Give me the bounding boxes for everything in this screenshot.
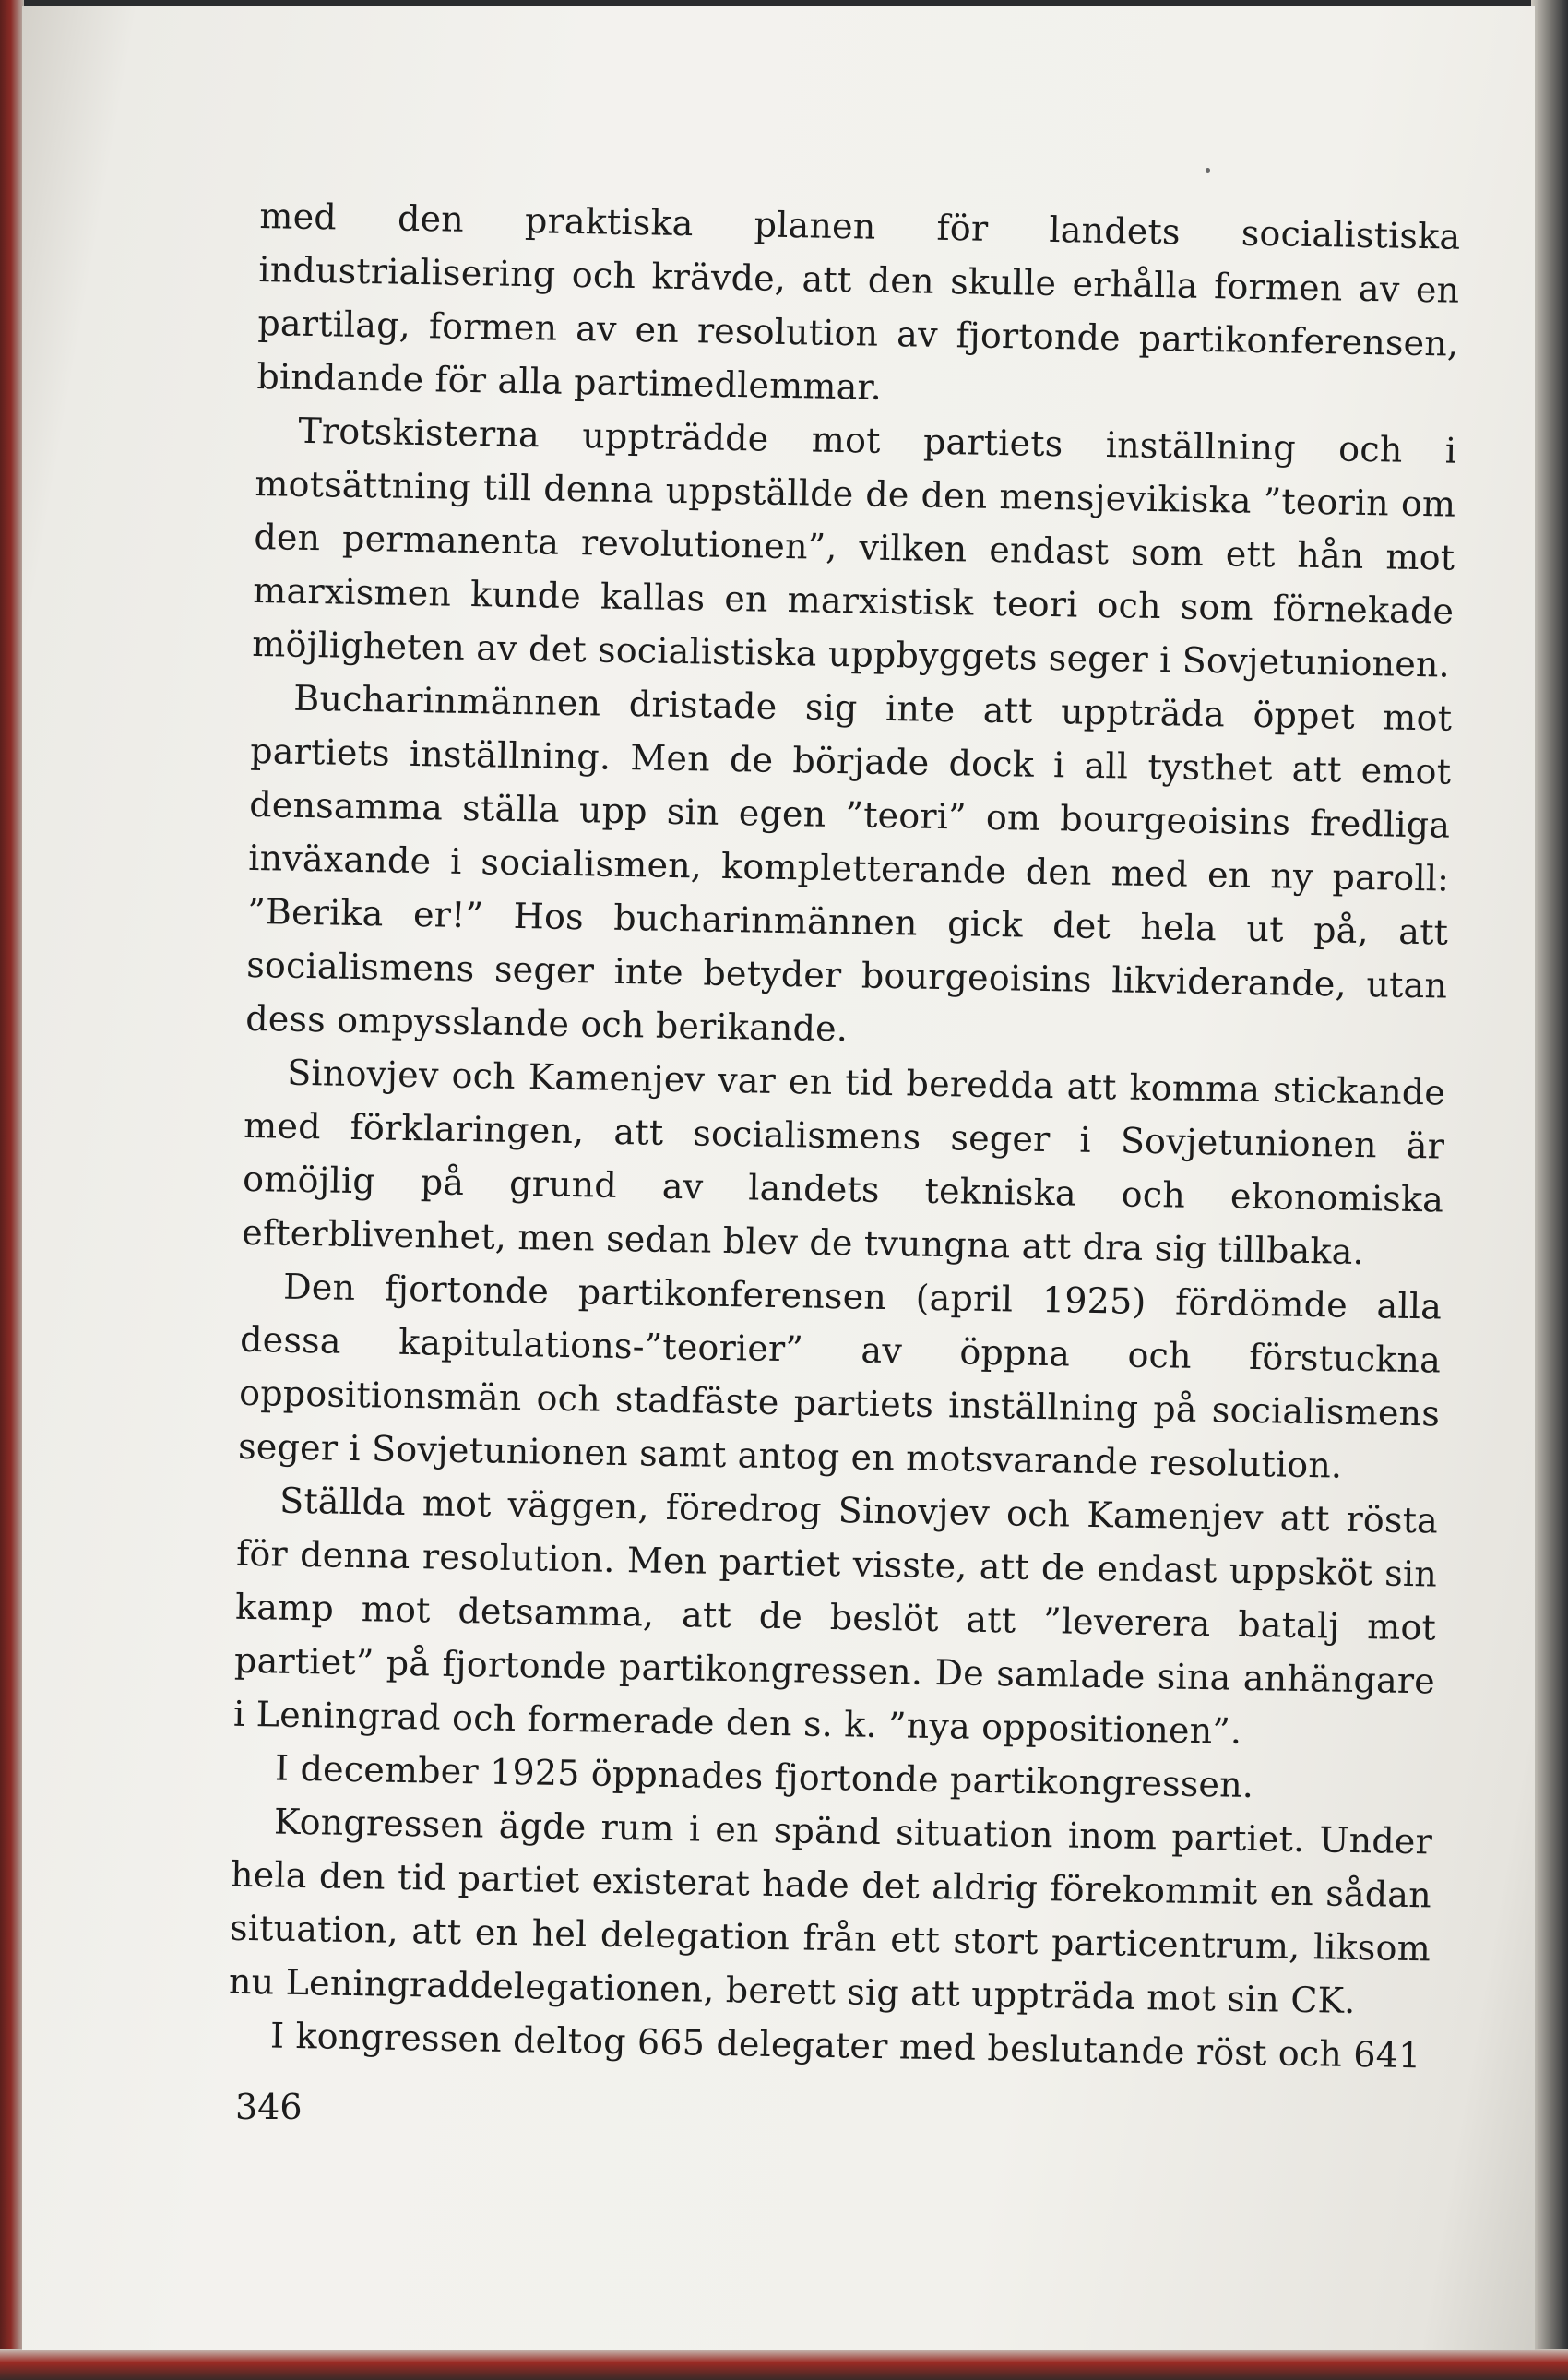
body-text <box>228 189 1461 2082</box>
paragraph: Sinovjev och Kamenjev var en tid beredda att komma stickande med förklaringen, att socialismens seger i Sovjetunionen är omöjlig på grund av landets tekniska och ekonomiska efterblivenhet, men sedan blev de tvungna att dra sig tillbaka. <box>241 1052 1446 1273</box>
paragraph: I december 1925 öppnades fjortonde partikongressen. <box>274 1747 1254 1806</box>
paragraph: med den praktiska planen för landets socialistiska industrialisering och krävde, att den skulle erhålla formen av en partilag, formen av en resolution av fjortonde partikonferensen, bindande för alla partimedlemmar. <box>256 195 1461 408</box>
book-cover-bottom-edge <box>0 2349 1568 2380</box>
page-number: 346 <box>235 2087 303 2127</box>
book-page-right-edge <box>1531 0 1568 2380</box>
paragraph: Trotskisterna uppträdde mot partiets inställning och i motsättning till denna uppställde de den mensjevikiska ”teorin om den permanenta revolutionen”, vilken endast som ett hån mot marxismen kunde kallas en marxistisk teori och som förnekade möjligheten av det socialistiska uppbyggets seger i Sovjetunionen. <box>252 410 1457 685</box>
paper-speck <box>1206 168 1210 173</box>
paragraph: I kongressen deltog 665 delegater med beslutande röst och 641 <box>269 2015 1421 2077</box>
paragraph: Bucharinmännen dristade sig inte att uppträda öppet mot partiets inställning. Men de började dock i all tysthet att emot densamma ställa upp sin egen ”teori” om bourgeoisins fredliga inväxande i socialismen, kompletterande den med en ny paroll: ”Berika er!” Hos bucharinmännen gick det hela ut på, att socialismens seger inte betyder bourgeoisins likviderande, utan dess ompysslande och berikande. <box>244 677 1453 1050</box>
paragraph: Ställda mot väggen, föredrog Sinovjev och Kamenjev att rösta för denna resolution. Men partiet visste, att de endast uppsköt sin kamp mot detsamma, att de beslöt att ”leverera batalj mot partiet” på fjortonde partikongressen. De samlade sina anhängare i Leningrad och formerade den s. k. ”nya oppositionen”. <box>232 1480 1439 1752</box>
paragraph: Den fjortonde partikonferensen (april 1925) fördömde alla dessa kapitulations-”teorier” av öppna och förstuckna oppositionsmän och stadfäste partiets inställning på socialismens seger i Sovjetunionen samt antog en motsvarande resolution. <box>237 1266 1443 1486</box>
paragraph: Kongressen ägde rum i en spänd situation inom partiet. Under hela den tid partiet existerat hade det aldrig förekommit en sådan situation, att en hel delegation från ett stort particentrum, liksom nu Leningraddelegationen, berett sig att uppträda mot sin CK. <box>228 1801 1433 2022</box>
book-cover-left-edge <box>0 0 24 2380</box>
